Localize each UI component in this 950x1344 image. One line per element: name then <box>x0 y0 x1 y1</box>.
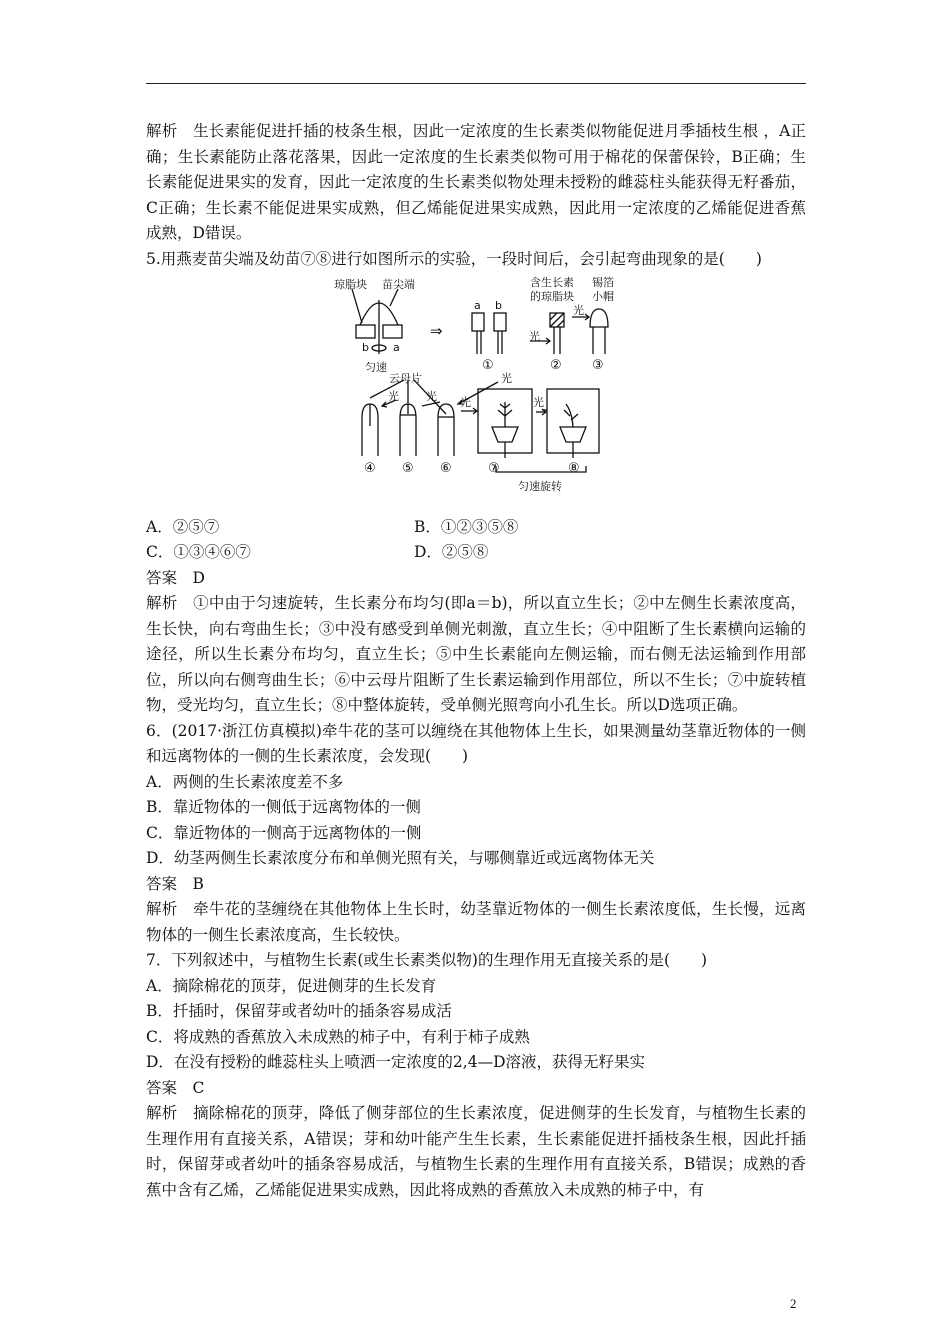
q7-option-a: A．摘除棉花的顶芽，促进侧芽的生长发育 <box>146 976 437 995</box>
label-uniform: 匀速 <box>365 361 387 374</box>
q6-option-d: D．幼茎两侧生长素浓度分布和单侧光照有关，与哪侧靠近或远离物体无关 <box>146 849 655 867</box>
page-number: 2 <box>790 1296 797 1311</box>
arrow-icon: ⇒ <box>430 322 443 340</box>
label-light-3: 光 <box>573 304 584 317</box>
num-3: ③ <box>592 358 604 373</box>
label-light-6: 光 <box>501 372 512 385</box>
num-1: ① <box>482 358 494 373</box>
label-b: b <box>362 341 369 354</box>
foil-cap <box>590 309 608 327</box>
q7-option-d: D．在没有授粉的雌蕊柱头上喷洒一定浓度的2,4—D溶液，获得无籽果实 <box>146 1053 646 1071</box>
q6-option-c: C．靠近物体的一侧高于远离物体的一侧 <box>146 823 422 842</box>
label-a: a <box>393 341 400 354</box>
agar-block-b <box>356 325 375 338</box>
num-7: ⑦ <box>488 461 500 476</box>
q5-options-row-1 <box>146 515 806 541</box>
q5-option-d: D．②⑤⑧ <box>414 543 489 561</box>
label-light-2: 光 <box>529 330 540 343</box>
q5-option-a: A．②⑤⑦ <box>146 517 220 536</box>
header-rule <box>146 83 806 84</box>
num-6: ⑥ <box>440 461 452 476</box>
q6-option-b: B．靠近物体的一侧低于远离物体的一侧 <box>146 798 421 816</box>
label-agar: 琼脂块 <box>334 278 367 291</box>
num-8: ⑧ <box>568 461 580 476</box>
label-light-5: 光 <box>426 390 437 403</box>
q7-answer: 答案 C <box>146 1078 205 1097</box>
num-5: ⑤ <box>402 461 414 476</box>
label-mica: 云母片 <box>389 372 422 385</box>
label-auxin-2: 的琼脂块 <box>530 290 574 303</box>
q5-experiment-figure <box>146 276 806 500</box>
page-content <box>146 119 806 1203</box>
q6-analysis: 解析 牵牛花的茎缠绕在其他物体上生长时，幼茎靠近物体的一侧生长素浓度低，生长慢，远离物体的一侧生长素浓度高，生长较快。 <box>146 900 806 944</box>
label-b-1: b <box>495 299 502 312</box>
label-light-7: 光 <box>460 396 471 409</box>
q4-analysis: 解析 生长素能促进扦插的枝条生根，因此一定浓度的生长素类似物能促进月季插枝生根 ，A正确；生长素能防止落花落果，因此一定浓度的生长素类似物可用于棉花的保蕾保铃，B正确；生长素能促进果实的发育，因此一定浓度的生长素类似物处理未授粉的雌蕊柱头能获得无籽番茄，C正确；生长素不能促进果实成熟，但乙烯能促进果实成熟，因此用一定浓度的乙烯能促进香蕉成熟，D错误。 <box>146 122 806 242</box>
q7-option-c: C．将成熟的香蕉放入未成熟的柿子中，有利于柿子成熟 <box>146 1027 530 1046</box>
q6-stem: 6．(2017·浙江仿真模拟)牵牛花的茎可以缠绕在其他物体上生长，如果测量幼茎靠近物体的一侧和远离物体的一侧的生长素浓度，会发现( ) <box>146 721 806 765</box>
q7-option-b: B．扦插时，保留芽或者幼叶的插条容易成活 <box>146 1002 452 1020</box>
label-tip: 苗尖端 <box>382 278 415 291</box>
num-2: ② <box>550 358 562 373</box>
label-foil-2: 小帽 <box>592 290 614 303</box>
q5-stem: 5.用燕麦苗尖端及幼苗⑦⑧进行如图所示的实验，一段时间后，会引起弯曲现象的是( ) <box>146 249 762 268</box>
q7-analysis: 解析 摘除棉花的顶芽，降低了侧芽部位的生长素浓度，促进侧芽的生长发育，与植物生长素的生理作用有直接关系，A错误；芽和幼叶能产生生长素，生长素能促进扦插枝条生根，因此扦插时，保留芽或者幼叶的插条容易成活，与植物生长素的生理作用有直接关系，B错误；成熟的香蕉中含有乙烯，乙烯能促进果实成熟，因此将成熟的香蕉放入未成熟的柿子中，有 <box>146 1104 806 1199</box>
label-light-8: 光 <box>533 396 544 409</box>
agar-block-a <box>383 325 402 338</box>
label-rotate: 匀速旋转 <box>518 480 562 493</box>
label-light-4: 光 <box>388 390 399 403</box>
q5-analysis: 解析 ①中由于匀速旋转，生长素分布均匀(即a＝b)，所以直立生长；②中左侧生长素浓度高，生长快，向右弯曲生长；③中没有感受到单侧光刺激，直立生长；④中阻断了生长素横向运输的途径，所以生长素分布均匀，直立生长；⑤中生长素能向左侧运输，而右侧无法运输到作用部位，所以向右侧弯曲生长；⑥中云母片阻断了生长素运输到作用部位，所以不生长；⑦中旋转植物，受光均匀，直立生长；⑧中整体旋转，受单侧光照弯向小孔生长。所以D选项正确。 <box>146 594 806 714</box>
q6-answer: 答案 B <box>146 874 204 893</box>
q7-stem: 7．下列叙述中，与植物生长素(或生长素类似物)的生理作用无直接关系的是( ) <box>146 951 708 969</box>
num-4: ④ <box>364 461 376 476</box>
q5-options-row-2 <box>146 540 806 566</box>
q5-option-b: B．①②③⑤⑧ <box>414 517 519 536</box>
label-a-1: a <box>474 299 481 312</box>
label-auxin-1: 含生长素 <box>530 276 574 289</box>
q6-option-a: A．两侧的生长素浓度差不多 <box>146 772 344 791</box>
q5-answer: 答案 D <box>146 568 205 587</box>
seedling-6 <box>438 404 454 456</box>
q5-option-c: C．①③④⑥⑦ <box>146 543 251 561</box>
label-foil-1: 锡箔 <box>592 276 614 289</box>
